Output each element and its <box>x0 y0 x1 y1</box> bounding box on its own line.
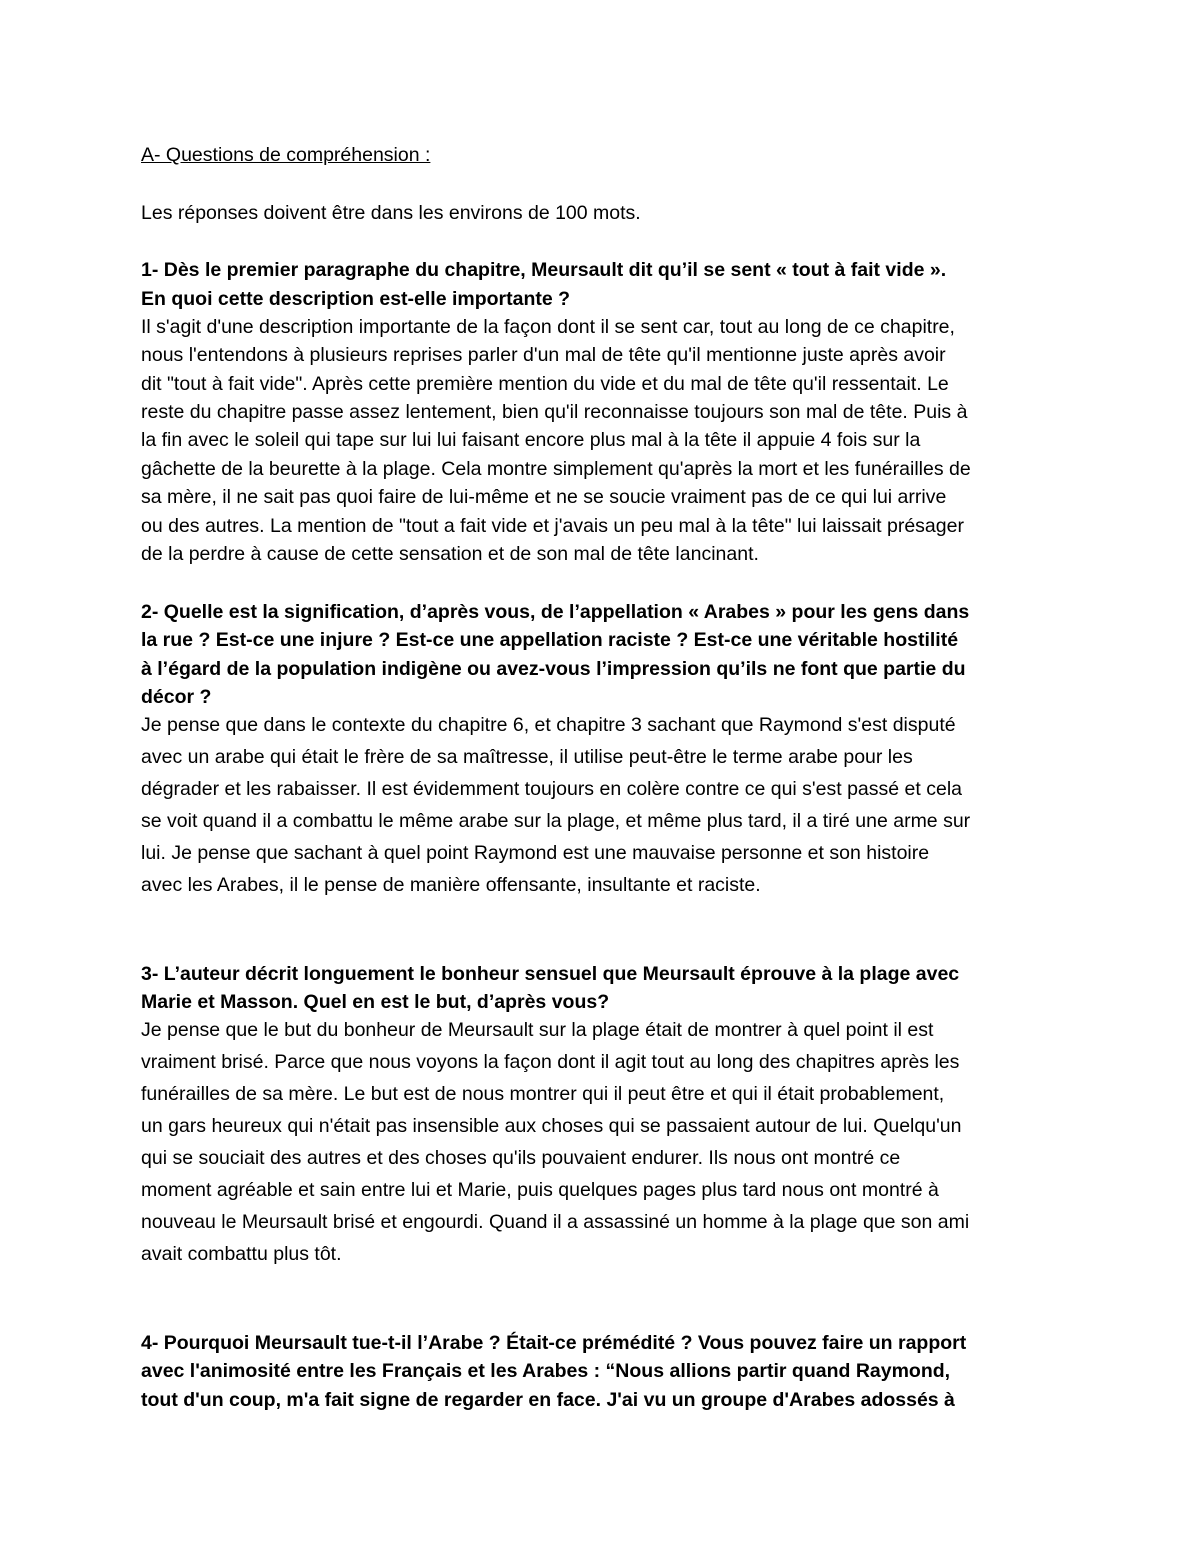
q1-question-line: En quoi cette description est-elle importante ? <box>141 288 571 310</box>
q3-question-line: 3- L’auteur décrit longuement le bonheur sensuel que Meursault éprouve à la plage avec <box>141 963 960 985</box>
q3-answer-line: funérailles de sa mère. Le but est de nous montrer qui il peut être et qui il était probablement, <box>141 1083 945 1105</box>
q1-answer-line: sa mère, il ne sait pas quoi faire de lui-même et ne se soucie vraiment pas de ce qui lui arrive <box>141 486 947 508</box>
q3-question-line: Marie et Masson. Quel en est le but, d’après vous? <box>141 991 610 1013</box>
q4-question-line: 4- Pourquoi Meursault tue-t-il l’Arabe ? Était-ce prémédité ? Vous pouvez faire un rapport <box>141 1332 967 1354</box>
q1-answer-line: ou des autres. La mention de "tout a fait vide et j'avais un peu mal à la tête" lui laissait présager <box>141 515 964 537</box>
q4-question-line: tout d'un coup, m'a fait signe de regarder en face. J'ai vu un groupe d'Arabes adossés à <box>141 1389 955 1411</box>
q1-answer-line: de la perdre à cause de cette sensation et de son mal de tête lancinant. <box>141 543 759 565</box>
q1-answer-line: la fin avec le soleil qui tape sur lui lui faisant encore plus mal à la tête il appuie 4 fois sur la <box>141 429 921 451</box>
q2-question-line: la rue ? Est-ce une injure ? Est-ce une appellation raciste ? Est-ce une véritable hostilité <box>141 629 959 651</box>
q3-answer-line: vraiment brisé. Parce que nous voyons la façon dont il agit tout au long des chapitres après les <box>141 1051 960 1073</box>
intro-text: Les réponses doivent être dans les environs de 100 mots. <box>141 202 641 224</box>
q3-answer-line: moment agréable et sain entre lui et Marie, puis quelques pages plus tard nous ont montré à <box>141 1179 939 1201</box>
q3-answer-line: qui se souciait des autres et des choses qu'ils pouvaient endurer. Ils nous ont montré ce <box>141 1147 901 1169</box>
q2-answer-line: avec un arabe qui était le frère de sa maîtresse, il utilise peut-être le terme arabe pour les <box>141 746 913 768</box>
q2-answer-line: Je pense que dans le contexte du chapitre 6, et chapitre 3 sachant que Raymond s'est disputé <box>141 714 956 736</box>
section-heading: A- Questions de compréhension : <box>141 144 431 166</box>
q1-answer-line: dit "tout à fait vide". Après cette première mention du vide et du mal de tête qu'il ressentait. Le <box>141 373 949 395</box>
q1-answer-line: reste du chapitre passe assez lentement, bien qu'il reconnaisse toujours son mal de tête. Puis à <box>141 401 968 423</box>
q2-answer-line: se voit quand il a combattu le même arabe sur la plage, et même plus tard, il a tiré une arme sur <box>141 810 971 832</box>
q2-answer-line: avec les Arabes, il le pense de manière offensante, insultante et raciste. <box>141 874 761 896</box>
q2-answer-line: lui. Je pense que sachant à quel point Raymond est une mauvaise personne et son histoire <box>141 842 930 864</box>
q1-answer-line: nous l'entendons à plusieurs reprises parler d'un mal de tête qu'il mentionne juste après avoir <box>141 344 946 366</box>
q2-question-line: à l’égard de la population indigène ou avez-vous l’impression qu’ils ne font que partie du <box>141 658 966 680</box>
q2-answer-line: dégrader et les rabaisser. Il est évidemment toujours en colère contre ce qui s'est passé et cela <box>141 778 962 800</box>
q2-question-line: 2- Quelle est la signification, d’après vous, de l’appellation « Arabes » pour les gens dans <box>141 601 970 623</box>
q4-question-line: avec l'animosité entre les Français et les Arabes : “Nous allions partir quand Raymond, <box>141 1360 951 1382</box>
q3-answer-line: nouveau le Meursault brisé et engourdi. Quand il a assassiné un homme à la plage que son ami <box>141 1211 970 1233</box>
q1-answer-line: Il s'agit d'une description importante de la façon dont il se sent car, tout au long de ce chapitre, <box>141 316 955 338</box>
q3-answer-line: Je pense que le but du bonheur de Meursault sur la plage était de montrer à quel point il est <box>141 1019 934 1041</box>
q3-answer-line: avait combattu plus tôt. <box>141 1243 342 1265</box>
q1-answer-line: gâchette de la beurette à la plage. Cela montre simplement qu'après la mort et les funérailles de <box>141 458 971 480</box>
q1-question-line: 1- Dès le premier paragraphe du chapitre, Meursault dit qu’il se sent « tout à fait vide ». <box>141 259 947 281</box>
q2-question-line: décor ? <box>141 686 212 708</box>
q3-answer-line: un gars heureux qui n'était pas insensible aux choses qui se passaient autour de lui. Quelqu'un <box>141 1115 962 1137</box>
